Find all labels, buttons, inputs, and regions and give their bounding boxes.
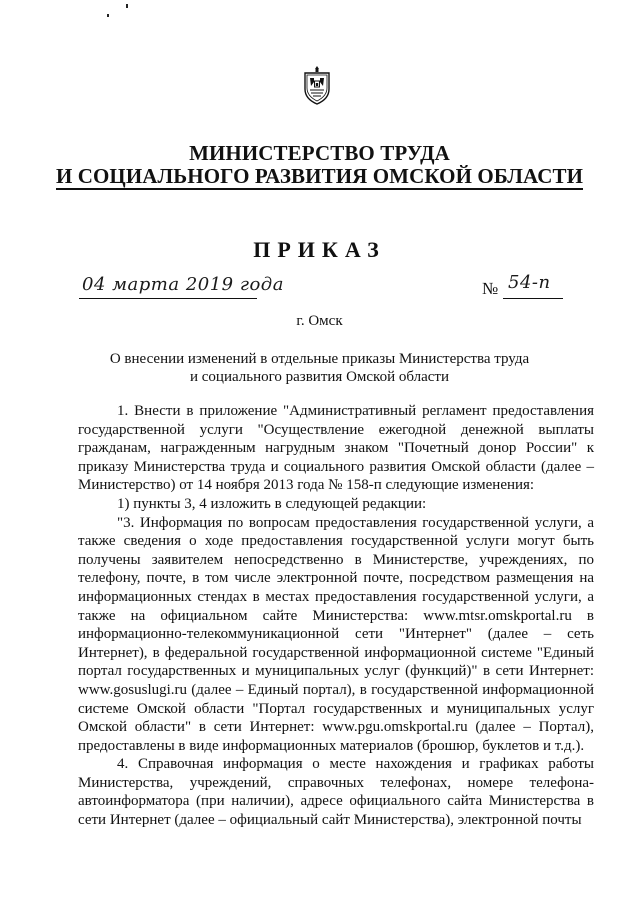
document-type-title: ПРИКАЗ [253,237,386,262]
ministry-name-line2-text: И СОЦИАЛЬНОГО РАЗВИТИЯ ОМСКОЙ ОБЛАСТИ [55,164,584,188]
document-body [78,402,594,830]
subject-line: и социального развития Омской области [189,369,449,385]
body-paragraph: 4. Справочная информация о месте нахождения и графиках работы Министерства, учреждений, справочных телефонах, номере телефона-автоинформатора (при наличии), адресе официального сайта Министерства в сети Интернет (далее – официальный сайт Министерства), электронной почты [78,756,594,829]
document-subject [0,350,639,386]
handwritten-date: 04 марта 2019 года [82,274,284,295]
body-paragraph: 1. Внести в приложение "Административный регламент предоставления государственной услуги "Осуществление ежегодной денежной выплаты гражданам, награжденным нагрудным знаком "Почетный донор России" к приказу Министерства труда и социального развития Омской области (далее – Министерство) от 14 ноября 2013 года № 158-п следующие изменения: [78,403,594,494]
ministry-name-line1: МИНИСТЕРСТВО ТРУДА [189,141,450,165]
scan-speck [126,4,128,8]
body-paragraph: 1) пункты 3, 4 изложить в следующей редакции: [117,495,427,512]
coat-of-arms-icon [302,65,332,105]
city-name: г. Омск [296,313,343,329]
subject-line: О внесении изменений в отдельные приказы Министерства труда [109,351,530,367]
body-paragraph: "3. Информация по вопросам предоставления государственной услуги, а также сведения о ходе предоставления государственной услуги могут быть получены заявителем непосредственно в Министерстве, учреждениях, по телефону, почте, в том числе электронной почте, посредством размещения на информационных стендах в местах предоставления государственной услуги, а также на официальном сайте Министерства: www.mtsr.omskportal.ru в информационно-телекоммуникационной сети "Интернет" (далее – сеть Интернет), в федеральной государственной информационной системе "Единый портал государственных и муниципальных услуг (функций)" в сети Интернет: www.gosuslugi.ru (далее – Единый портал), в государственной информационной системе Омской области "Портал государственных и муниципальных услуг Омской области" в сети Интернет: www.pgu.omskportal.ru (далее – Портал), предоставлены в виде информационных материалов (брошюр, буклетов и т.д.). [78,514,594,754]
scan-speck [107,14,109,17]
number-label: № [482,279,499,298]
handwritten-number: 54-п [508,272,551,293]
ministry-name-line2 [0,164,639,189]
